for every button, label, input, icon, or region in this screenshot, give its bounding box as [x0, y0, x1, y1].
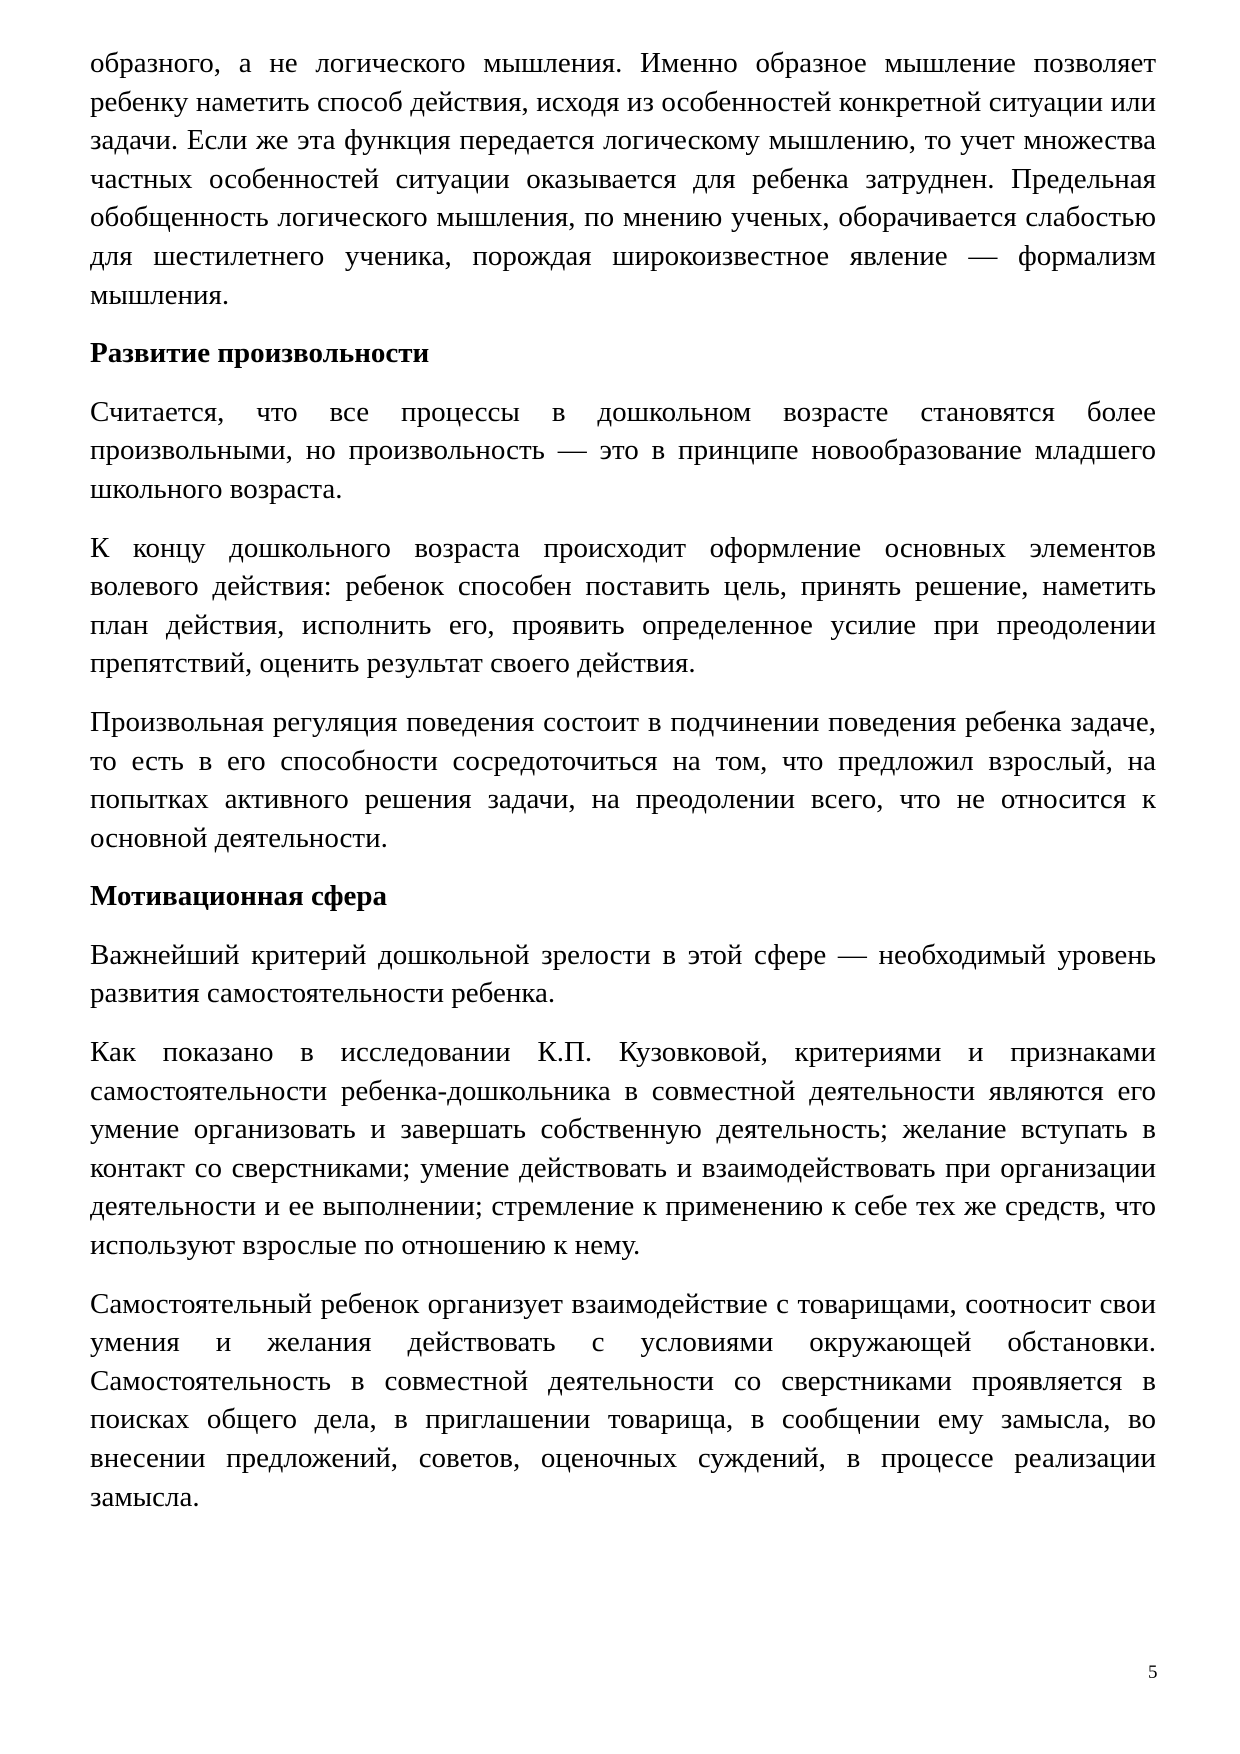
paragraph: Важнейший критерий дошкольной зрелости в этой сфере — необходимый уровень развития самостоятельности ребенка. — [90, 938, 1156, 1010]
page-body — [90, 44, 1156, 1536]
paragraph: образного, а не логического мышления. Именно образное мышление позволяет ребенку наметить способ действия, исходя из особенностей конкретной ситуации или задачи. Если же эта функция передается логическому мышлению, то учет множества частных особенностей ситуации оказывается для ребенка затруднен. Предельная обобщенность логического мышления, по мнению ученых, оборачивается слабостью для шестилетнего ученика, порождая широкоизвестное явление — формализм мышления. — [90, 47, 1156, 311]
paragraph: Считается, что все процессы в дошкольном возрасте становятся более произвольными, но произвольность — это в принципе новообразование младшего школьного возраста. — [90, 395, 1156, 505]
page-number: 5 — [1148, 1662, 1158, 1683]
section-heading: Развитие произвольности — [90, 337, 430, 370]
paragraph: К концу дошкольного возраста происходит оформление основных элементов волевого действия: ребенок способен поставить цель, принять решение, наметить план действия, исполнить его, проявить определенное усилие при преодолении препятствий, оценить результат своего действия. — [90, 531, 1156, 680]
paragraph: Как показано в исследовании К.П. Кузовковой, критериями и признаками самостоятельности ребенка-дошкольника в совместной деятельности являются его умение организовать и завершать собственную деятельность; желание вступать в контакт со сверстниками; умение действовать и взаимодействовать при организации деятельности и ее выполнении; стремление к применению к себе тех же средств, что используют взрослые по отношению к нему. — [90, 1036, 1156, 1262]
paragraph: Самостоятельный ребенок организует взаимодействие с товарищами, соотносит свои умения и желания действовать с условиями окружающей обстановки. Самостоятельность в совместной деятельности со сверстниками проявляется в поисках общего дела, в приглашении товарища, в сообщении ему замысла, во внесении предложений, советов, оценочных суждений, в процессе реализации замысла. — [90, 1287, 1156, 1513]
section-heading: Мотивационная сфера — [90, 880, 388, 913]
paragraph: Произвольная регуляция поведения состоит в подчинении поведения ребенка задаче, то есть в его способности сосредоточиться на том, что предложил взрослый, на попытках активного решения задачи, на преодолении всего, что не относится к основной деятельности. — [90, 705, 1156, 854]
